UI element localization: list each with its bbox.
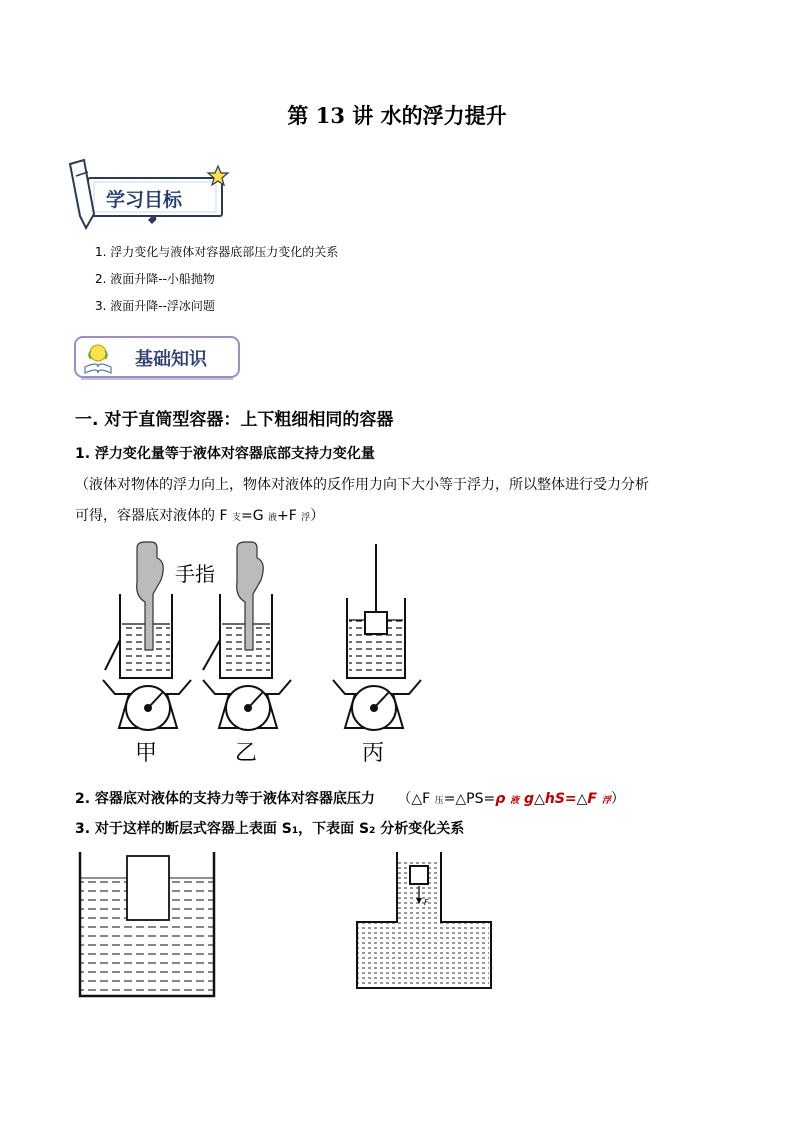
point-1: 1. 浮力变化量等于液体对容器底部支持力变化量 <box>75 446 375 462</box>
goals-badge <box>68 158 238 230</box>
finger-label: 手指 <box>175 562 215 586</box>
figure-stepped-container <box>355 850 495 990</box>
para1-line2: 可得，容器底对液体的 F 支=G 液+F 浮） <box>75 508 325 524</box>
para1-line1: （液体对物体的浮力向上，物体对液体的反作用力向下大小等于浮力，所以整体进行受力分析 <box>75 477 649 493</box>
objective-1: 1. 浮力变化与液体对容器底部压力变化的关系 <box>95 245 339 259</box>
objective-3: 3. 液面升降--浮冰问题 <box>95 299 215 313</box>
point-3: 3. 对于这样的断层式容器上表面 S1，下表面 S2 分析变化关系 <box>75 821 465 837</box>
section-1-heading: 一. 对于直筒型容器：上下粗细相同的容器 <box>75 410 394 430</box>
scale-c <box>333 544 421 730</box>
basics-badge <box>73 333 243 383</box>
label-bing: 丙 <box>362 741 385 766</box>
label-yi: 乙 <box>235 741 258 766</box>
basics-badge-label: 基础知识 <box>135 349 207 370</box>
scale-b <box>203 542 291 730</box>
objective-2: 2. 液面升降--小船抛物 <box>95 272 215 286</box>
figure-straight-container <box>75 850 220 1002</box>
label-jia: 甲 <box>135 741 158 766</box>
figure-scales <box>85 540 425 770</box>
force-label: F <box>424 898 429 907</box>
point-2: 2. 容器底对液体的支持力等于液体对容器底压力 （△F 压=△PS=ρ 液 g△hS=△F 浮） <box>75 791 625 807</box>
goals-badge-label: 学习目标 <box>106 189 183 211</box>
page-title: 第 13 讲 水的浮力提升 <box>287 103 507 128</box>
